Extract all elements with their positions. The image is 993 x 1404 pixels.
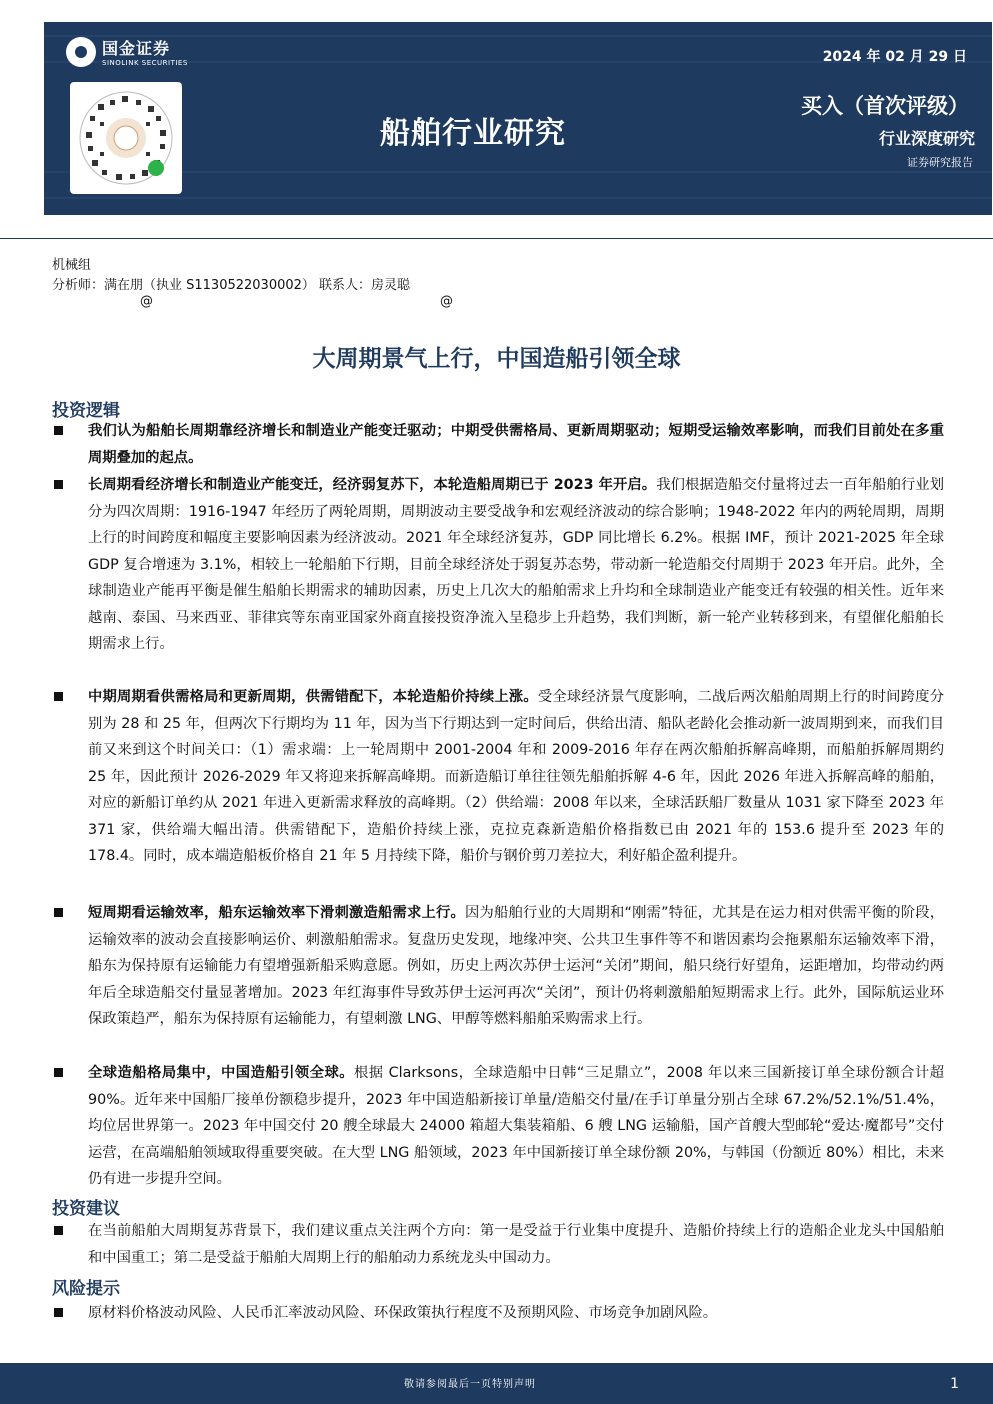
bullet-text: 受全球经济景气度影响，二战后两次船舶周期上行的时间跨度分别为 28 和 25 年，但两次下行期均为 11 年，因为当下行期达到一定时间后，供给出清、船队老龄化会推动新一波周期到来，而我们目前又来到这个时间关口：（1）需求端：上一轮周期中 2001-2004 年和 2009-2016 年存在两次船舶拆解高峰期，而船舶拆解周期约 25 年，因此预计 2026-2029 年又将迎来拆解高峰期。而新造船订单往往领先船舶拆解 4-6 年，因此 2026 年进入拆解高峰的船舶，对应的新船订单约从 2021 年进入更新需求释放的高峰期。（2）供给端：2008 年以来，全球活跃船厂数量从 1031 家下降至 2023 年 371 家，供给端大幅出清。供需错配下，造船价持续上涨，克拉克森新造船价格指数已由 2021 年的 153.6 提升至 2023 年的 178.4。同时，成本端造船板价格自 21 年 5 月持续下降，船价与钢价剪刀差拉大，利好船企盈利提升。: [88, 689, 944, 864]
bullet-bold-text: 中期周期看供需格局和更新周期，供需错配下，本轮造船价持续上涨。: [88, 689, 538, 705]
bullet-item: [52, 684, 944, 870]
bullet-text: 我们根据造船交付量将过去一百年船舶行业划分为四次周期：1916-1947 年经历了两轮周期，周期波动主要受战争和宏观经济波动的综合影响；1948-2022 年内的两轮周期，周期上行的时间跨度和幅度主要影响因素为经济波动。2021 年全球经济复苏，GDP 同比增长 6.2%。根据 IMF，预计 2021-2025 年全球 GDP 复合增速为 3.1%，相较上一轮船舶下行期，目前全球经济处于弱复苏态势，带动新一轮造船交付周期于 2023 年开启。此外，全球制造业产能再平衡是催生船舶长期需求的辅助因素，历史上几次大的船舶需求上升均和全球制造业产能变迁有较强的相关性。近年来越南、泰国、马来西亚、菲律宾等东南亚国家外商直接投资净流入呈稳步上升趋势，我们判断，新一轮产业转移到来，有望催化船舶长期需求上行。: [88, 477, 944, 652]
bullet-square-icon: [54, 1068, 63, 1077]
industry-title: 船舶行业研究: [380, 116, 566, 151]
team-label: 机械组: [52, 258, 92, 273]
page-number: 1: [950, 1376, 959, 1392]
footer-disclaimer: 敬请参阅最后一页特别声明: [404, 1379, 536, 1390]
rating: 买入（首次评级）: [801, 94, 969, 118]
bullet-bold-text: 短周期看运输效率，船东运输效率下滑刺激造船需求上行。: [88, 905, 465, 921]
section-investment-logic: 投资逻辑: [52, 401, 120, 421]
report-kind: 证券研究报告: [907, 156, 973, 169]
logo-icon: [66, 37, 96, 67]
bullet-text: 因为船舶行业的大周期和“刚需”特征，尤其是在运力相对供需平衡的阶段，运输效率的波动会直接影响运价、刺激船舶需求。复盘历史发现，地缘冲突、公共卫生事件等不和谐因素均会拖累船东运输效率下滑，船东为保持原有运输能力有望增强新船采购意愿。例如，历史上两次苏伊士运河“关闭”期间，船只绕行好望角，运距增加，均带动约两年后全球造船交付量显著增加。2023 年红海事件导致苏伊士运河再次“关闭”，预计仍将刺激船舶短期需求上行。此外，国际航运业环保政策趋严，船东为保持原有运输能力，有望刺激 LNG、甲醇等燃料船舶采购需求上行。: [88, 905, 945, 1027]
bullet-square-icon: [54, 480, 63, 489]
bullet-square-icon: [54, 1308, 63, 1317]
bullet-square-icon: [54, 692, 63, 701]
section-investment-advice: 投资建议: [52, 1199, 120, 1219]
bullet-bold-text: 全球造船格局集中，中国造船引领全球。: [88, 1065, 355, 1081]
logo-en: SINOLINK SECURITIES: [102, 59, 188, 67]
bullet-text: 在当前船舶大周期复苏背景下，我们建议重点关注两个方向：第一是受益于行业集中度提升、造船价持续上行的造船企业龙头中国船舶和中国重工；第二是受益于船舶大周期上行的船舶动力系统龙头中国动力。: [88, 1223, 944, 1266]
contact-email: @: [440, 294, 453, 309]
bullet-square-icon: [54, 426, 63, 435]
mini-program-qr-icon: [70, 82, 182, 194]
report-headline: 大周期景气上行，中国造船引领全球: [312, 346, 681, 372]
report-type: 行业深度研究: [878, 129, 975, 148]
bullet-square-icon: [54, 1226, 63, 1235]
bullet-item: [52, 418, 944, 471]
bullet-item: [52, 1060, 944, 1193]
bullet-item: [52, 1218, 944, 1271]
analyst-line: 分析师：满在朋（执业 S1130522030002） 联系人：房灵聪: [52, 278, 411, 293]
bullet-item: [52, 1300, 944, 1327]
company-logo: [66, 36, 188, 67]
section-risk: 风险提示: [52, 1279, 120, 1299]
bullet-square-icon: [54, 908, 63, 917]
bullet-text: 根据 Clarksons，全球造船中日韩“三足鼎立”，2008 年以来三国新接订单全球份额合计超 90%。近年来中国船厂接单份额稳步提升，2023 年中国造船新接订单量/造船交付量/在手订单量分别占全球 67.2%/52.1%/51.4%，均位居世界第一。2023 年中国交付 20 艘全球最大 24000 箱超大集装箱船、6 艘 LNG 运输船，国产首艘大型邮轮“爱达·魔都号”交付运营，在高端船舶领域取得重要突破。在大型 LNG 船领域，2023 年中国新接订单全球份额 20%，与韩国（份额近 80%）相比，未来仍有进一步提升空间。: [88, 1065, 944, 1187]
bullet-bold-text: 长周期看经济增长和制造业产能变迁，经济弱复苏下，本轮造船周期已于 2023 年开启。: [88, 477, 657, 493]
analyst-email: @: [140, 294, 153, 309]
bullet-item: [52, 900, 944, 1033]
bullet-text: 原材料价格波动风险、人民币汇率波动风险、环保政策执行程度不及预期风险、市场竞争加剧风险。: [88, 1305, 718, 1321]
report-date: 2024 年 02 月 29 日: [822, 49, 967, 65]
logo-cn: 国金证券: [102, 39, 171, 58]
bullet-item: [52, 472, 944, 658]
bullet-bold-text: 我们认为船舶长周期靠经济增长和制造业产能变迁驱动；中期受供需格局、更新周期驱动；短期受运输效率影响，而我们目前处在多重周期叠加的起点。: [88, 423, 944, 466]
header-rule: [0, 238, 993, 239]
